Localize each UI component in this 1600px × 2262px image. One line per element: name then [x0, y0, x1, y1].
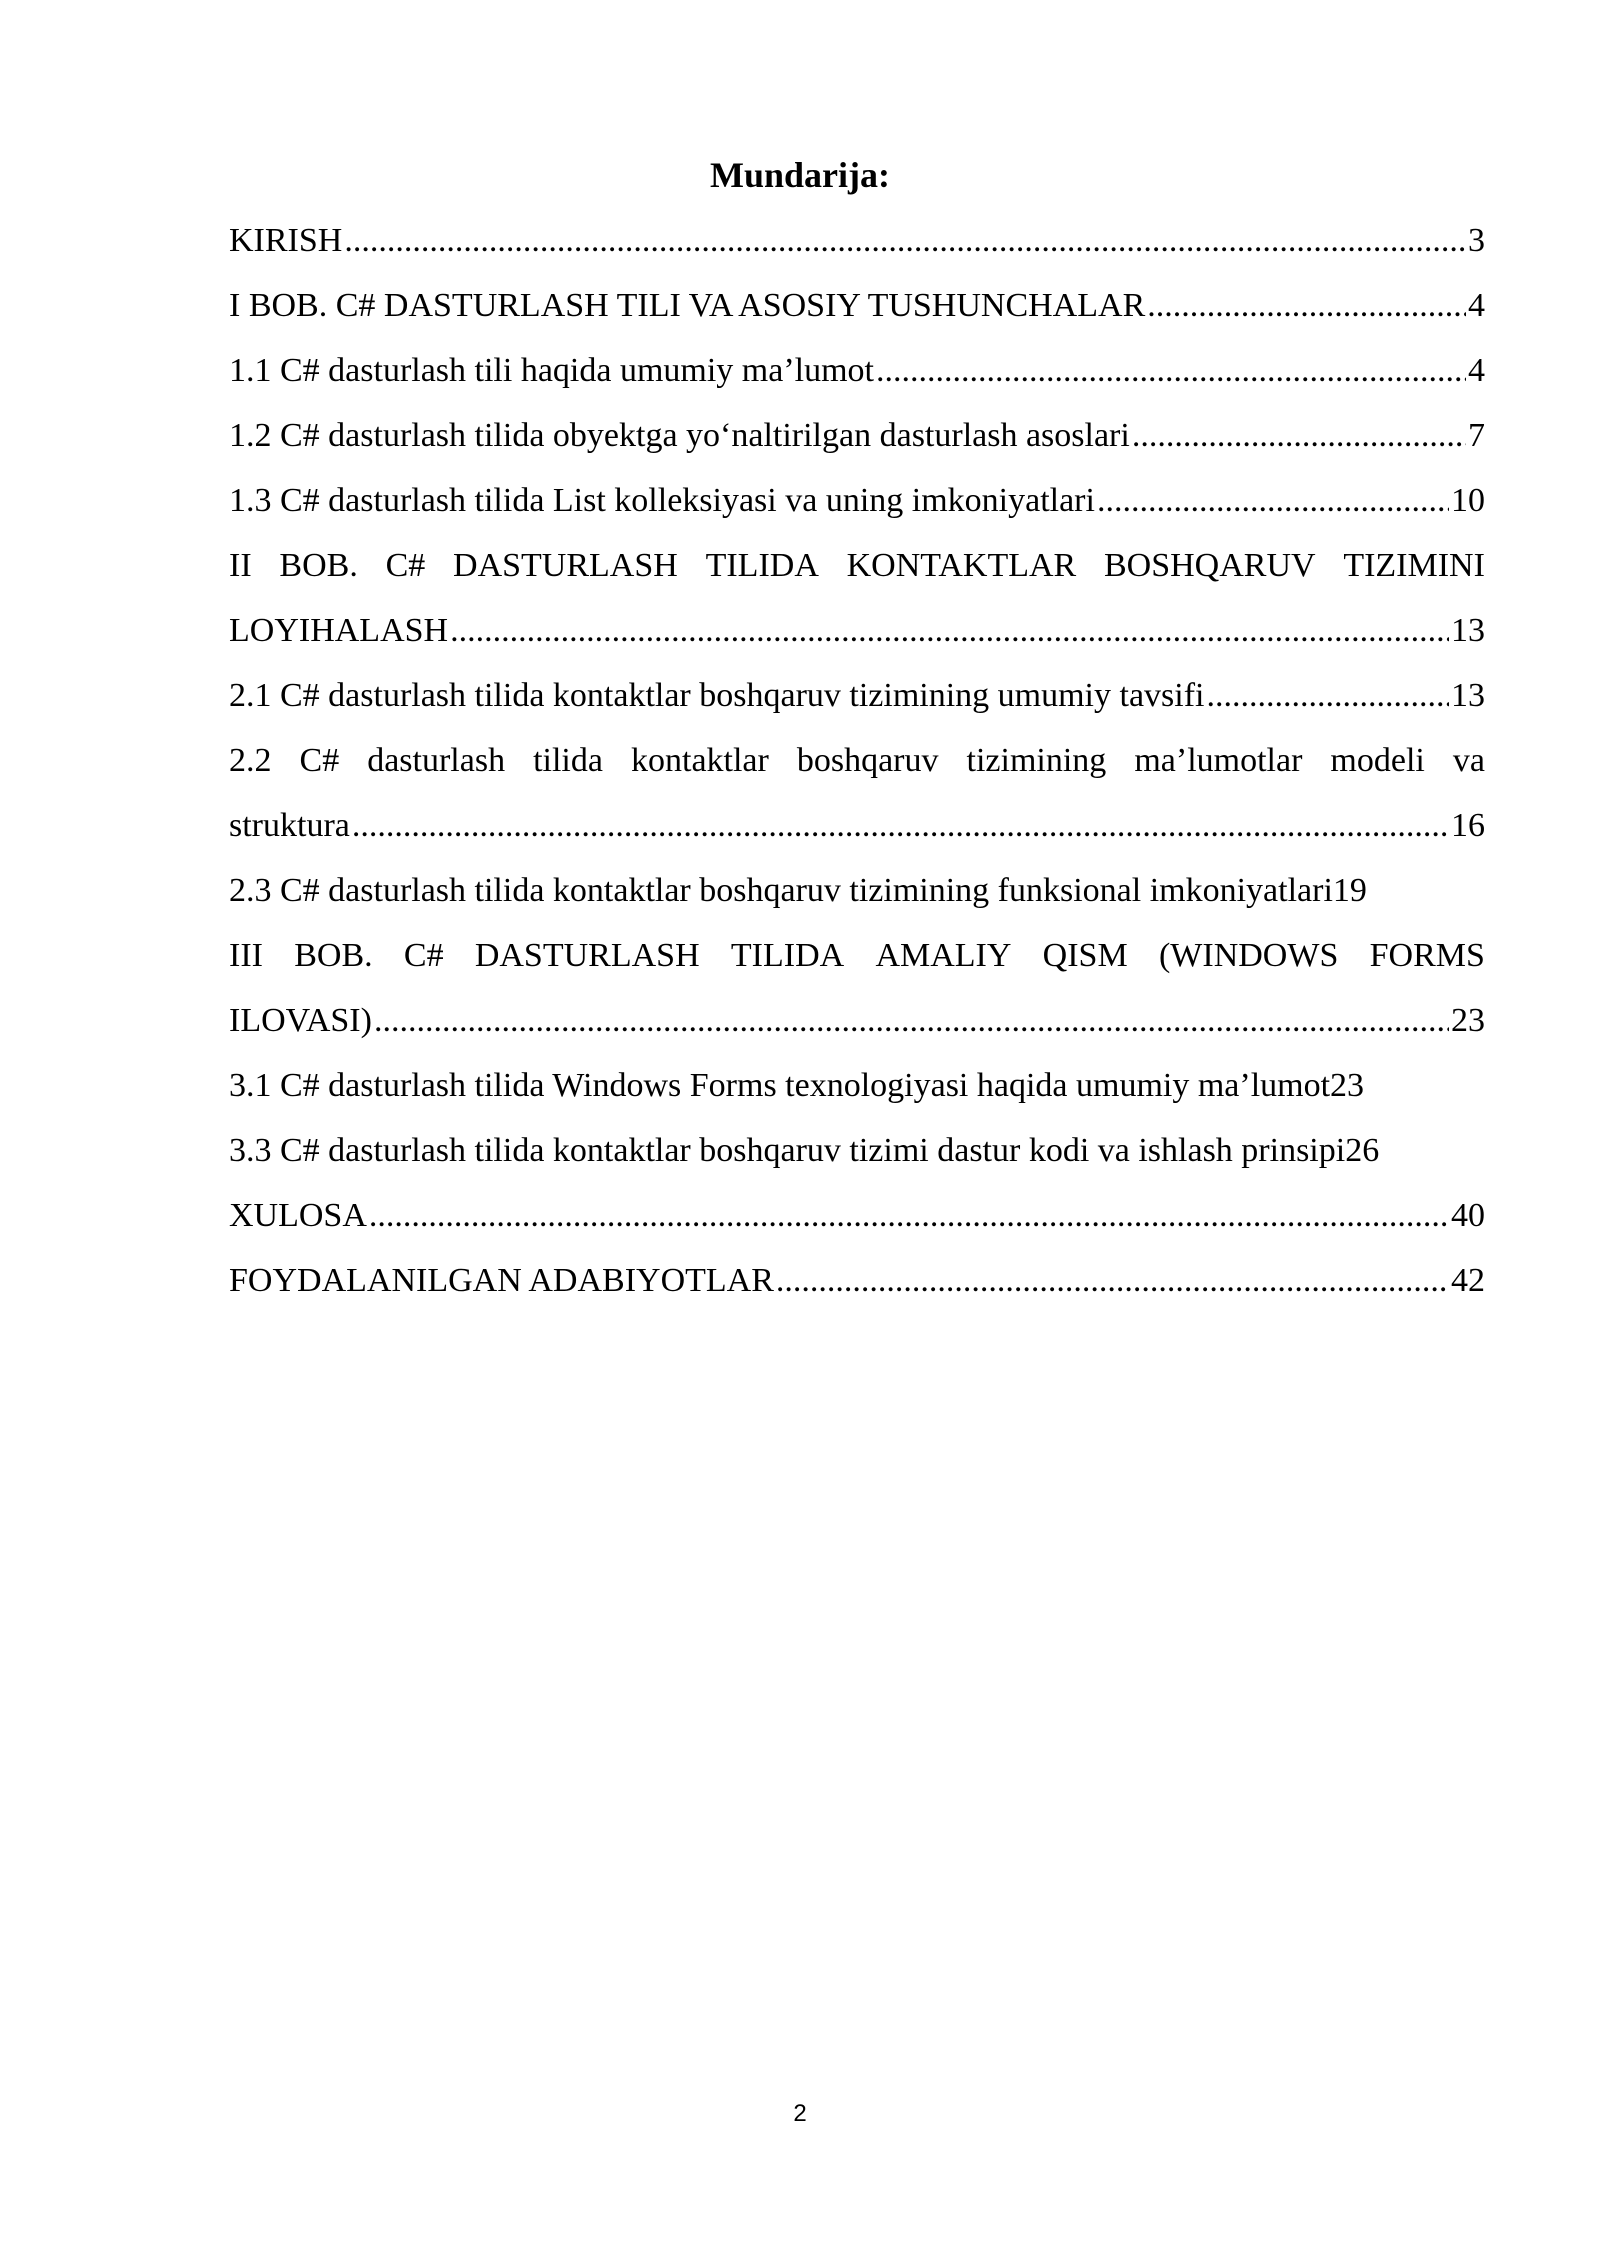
toc-entry-page: 13	[1451, 612, 1485, 649]
word: BOB.	[294, 937, 373, 974]
toc-entry-page: 19	[1332, 872, 1367, 909]
dot-leader	[876, 338, 1466, 403]
word: TILIDA	[730, 937, 845, 974]
toc-entry-text: ILOVASI)	[229, 1002, 372, 1039]
dot-leader	[1097, 468, 1449, 533]
toc-entry-page: 26	[1345, 1132, 1380, 1169]
toc-entry-text: XULOSA	[229, 1197, 367, 1234]
word: boshqaruv	[796, 742, 939, 779]
dot-leader	[1207, 663, 1450, 728]
word: modeli	[1330, 742, 1425, 779]
dot-leader	[1147, 273, 1466, 338]
toc-entry-page: 4	[1468, 287, 1485, 324]
word: dasturlash	[367, 742, 506, 779]
toc-entry-page: 42	[1451, 1262, 1485, 1299]
toc-entry-text: 1.3 C# dasturlash tilida List kolleksiyasi va uning imkoniyatlari	[229, 482, 1095, 519]
toc-entry-second-line	[229, 598, 1485, 663]
toc-entry-1-2[interactable]	[229, 403, 1485, 468]
word: II	[229, 547, 252, 584]
toc-entry-text: KIRISH	[229, 222, 343, 259]
toc-entry-text: struktura	[229, 807, 350, 844]
toc-entry-page: 7	[1468, 417, 1485, 454]
word: C#	[385, 547, 426, 584]
toc-entry-2-1[interactable]	[229, 663, 1485, 728]
dot-leader	[776, 1248, 1449, 1313]
word: (WINDOWS	[1158, 937, 1339, 974]
toc-entry-text: I BOB. C# DASTURLASH TILI VA ASOSIY TUSHUNCHALAR	[229, 287, 1146, 324]
word: 2.2	[229, 742, 272, 779]
toc-entry-chapter-1[interactable]	[229, 273, 1485, 338]
toc-entry-2-2[interactable]	[229, 728, 1485, 858]
toc-entry-second-line	[229, 988, 1485, 1053]
word: TILIDA	[705, 547, 819, 584]
dot-leader	[450, 598, 1449, 663]
toc-entry-page: 23	[1451, 1002, 1485, 1039]
toc-entry-2-3[interactable]	[229, 858, 1485, 923]
toc-entry-text: 2.3 C# dasturlash tilida kontaktlar boshqaruv tizimining funksional imkoniyatlari	[229, 872, 1333, 909]
page-title: Mundarija:	[710, 155, 890, 195]
word: BOSHQARUV	[1103, 547, 1316, 584]
toc-entry-page: 4	[1468, 352, 1485, 389]
toc-entry-text: 3.1 C# dasturlash tilida Windows Forms texnologiyasi haqida umumiy ma’lumot	[229, 1067, 1331, 1104]
toc-entry-text: 2.1 C# dasturlash tilida kontaktlar boshqaruv tizimining umumiy tavsifi	[229, 677, 1205, 714]
toc-entry-page: 23	[1330, 1067, 1365, 1104]
toc-entry-page: 3	[1468, 222, 1485, 259]
toc-entry-text: 3.3 C# dasturlash tilida kontaktlar boshqaruv tizimi dastur kodi va ishlash prinsipi	[229, 1132, 1346, 1169]
toc-entry-1-1[interactable]	[229, 338, 1485, 403]
toc-entry-page: 10	[1451, 482, 1485, 519]
toc-entry-1-3[interactable]	[229, 468, 1485, 533]
word: DASTURLASH	[453, 547, 678, 584]
toc-entry-3-1[interactable]	[229, 1053, 1485, 1118]
word: C#	[403, 937, 444, 974]
dot-leader	[369, 1183, 1449, 1248]
toc-entry-text: 1.2 C# dasturlash tilida obyektga yo‘naltirilgan dasturlash asoslari	[229, 417, 1130, 454]
word: QISM	[1042, 937, 1128, 974]
toc-entry-first-line	[229, 728, 1485, 793]
word: tizimining	[966, 742, 1107, 779]
word: DASTURLASH	[474, 937, 700, 974]
toc-entry-text: FOYDALANILGAN ADABIYOTLAR	[229, 1262, 774, 1299]
word: kontaktlar	[631, 742, 769, 779]
word: C#	[299, 742, 340, 779]
dot-leader	[1132, 403, 1466, 468]
toc-entry-text: 1.1 C# dasturlash tili haqida umumiy ma’lumot	[229, 352, 874, 389]
toc-entry-first-line	[229, 923, 1485, 988]
toc-entry-references[interactable]	[229, 1248, 1485, 1313]
toc-entry-page: 16	[1451, 807, 1485, 844]
toc-entry-xulosa[interactable]	[229, 1183, 1485, 1248]
word: TIZIMINI	[1343, 547, 1485, 584]
toc-entry-3-3[interactable]	[229, 1118, 1509, 1183]
toc-entry-text: LOYIHALASH	[229, 612, 449, 649]
page-number: 2	[793, 2100, 807, 2127]
toc-entry-chapter-2[interactable]	[229, 533, 1485, 663]
word: FORMS	[1369, 937, 1485, 974]
dot-leader	[344, 208, 1466, 273]
toc-entry-page: 13	[1451, 677, 1485, 714]
toc-entry-kirish[interactable]	[229, 208, 1485, 273]
word: BOB.	[279, 547, 358, 584]
word: KONTAKTLAR	[846, 547, 1077, 584]
toc-entry-second-line	[229, 793, 1485, 858]
word: va	[1452, 742, 1485, 779]
dot-leader	[352, 793, 1449, 858]
word: AMALIY	[875, 937, 1012, 974]
word: ma’lumotlar	[1134, 742, 1303, 779]
word: tilida	[533, 742, 603, 779]
toc-entry-page: 40	[1451, 1197, 1485, 1234]
toc-entry-chapter-3[interactable]	[229, 923, 1485, 1053]
dot-leader	[374, 988, 1449, 1053]
word: III	[229, 937, 263, 974]
toc-entry-first-line	[229, 533, 1485, 598]
table-of-contents	[229, 208, 1485, 1313]
